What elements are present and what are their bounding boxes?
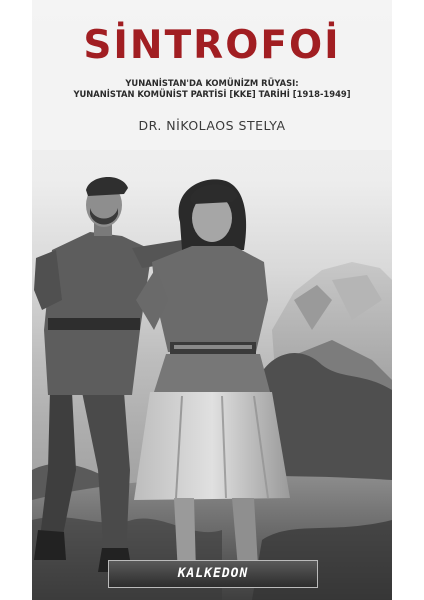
book-author: DR. NİKOLAOS STELYA	[138, 118, 286, 133]
book-cover	[32, 0, 392, 600]
book-subtitle-line-1: YUNANİSTAN'DA KOMÜNİZM RÜYASI:	[125, 78, 299, 88]
book-title: SİNTROFOİ	[83, 23, 341, 68]
publisher-logo: KALKEDON	[108, 560, 318, 588]
book-subtitle-line-2: YUNANİSTAN KOMÜNİST PARTİSİ [KKE] TARİHİ [1918-1949]	[73, 89, 351, 99]
